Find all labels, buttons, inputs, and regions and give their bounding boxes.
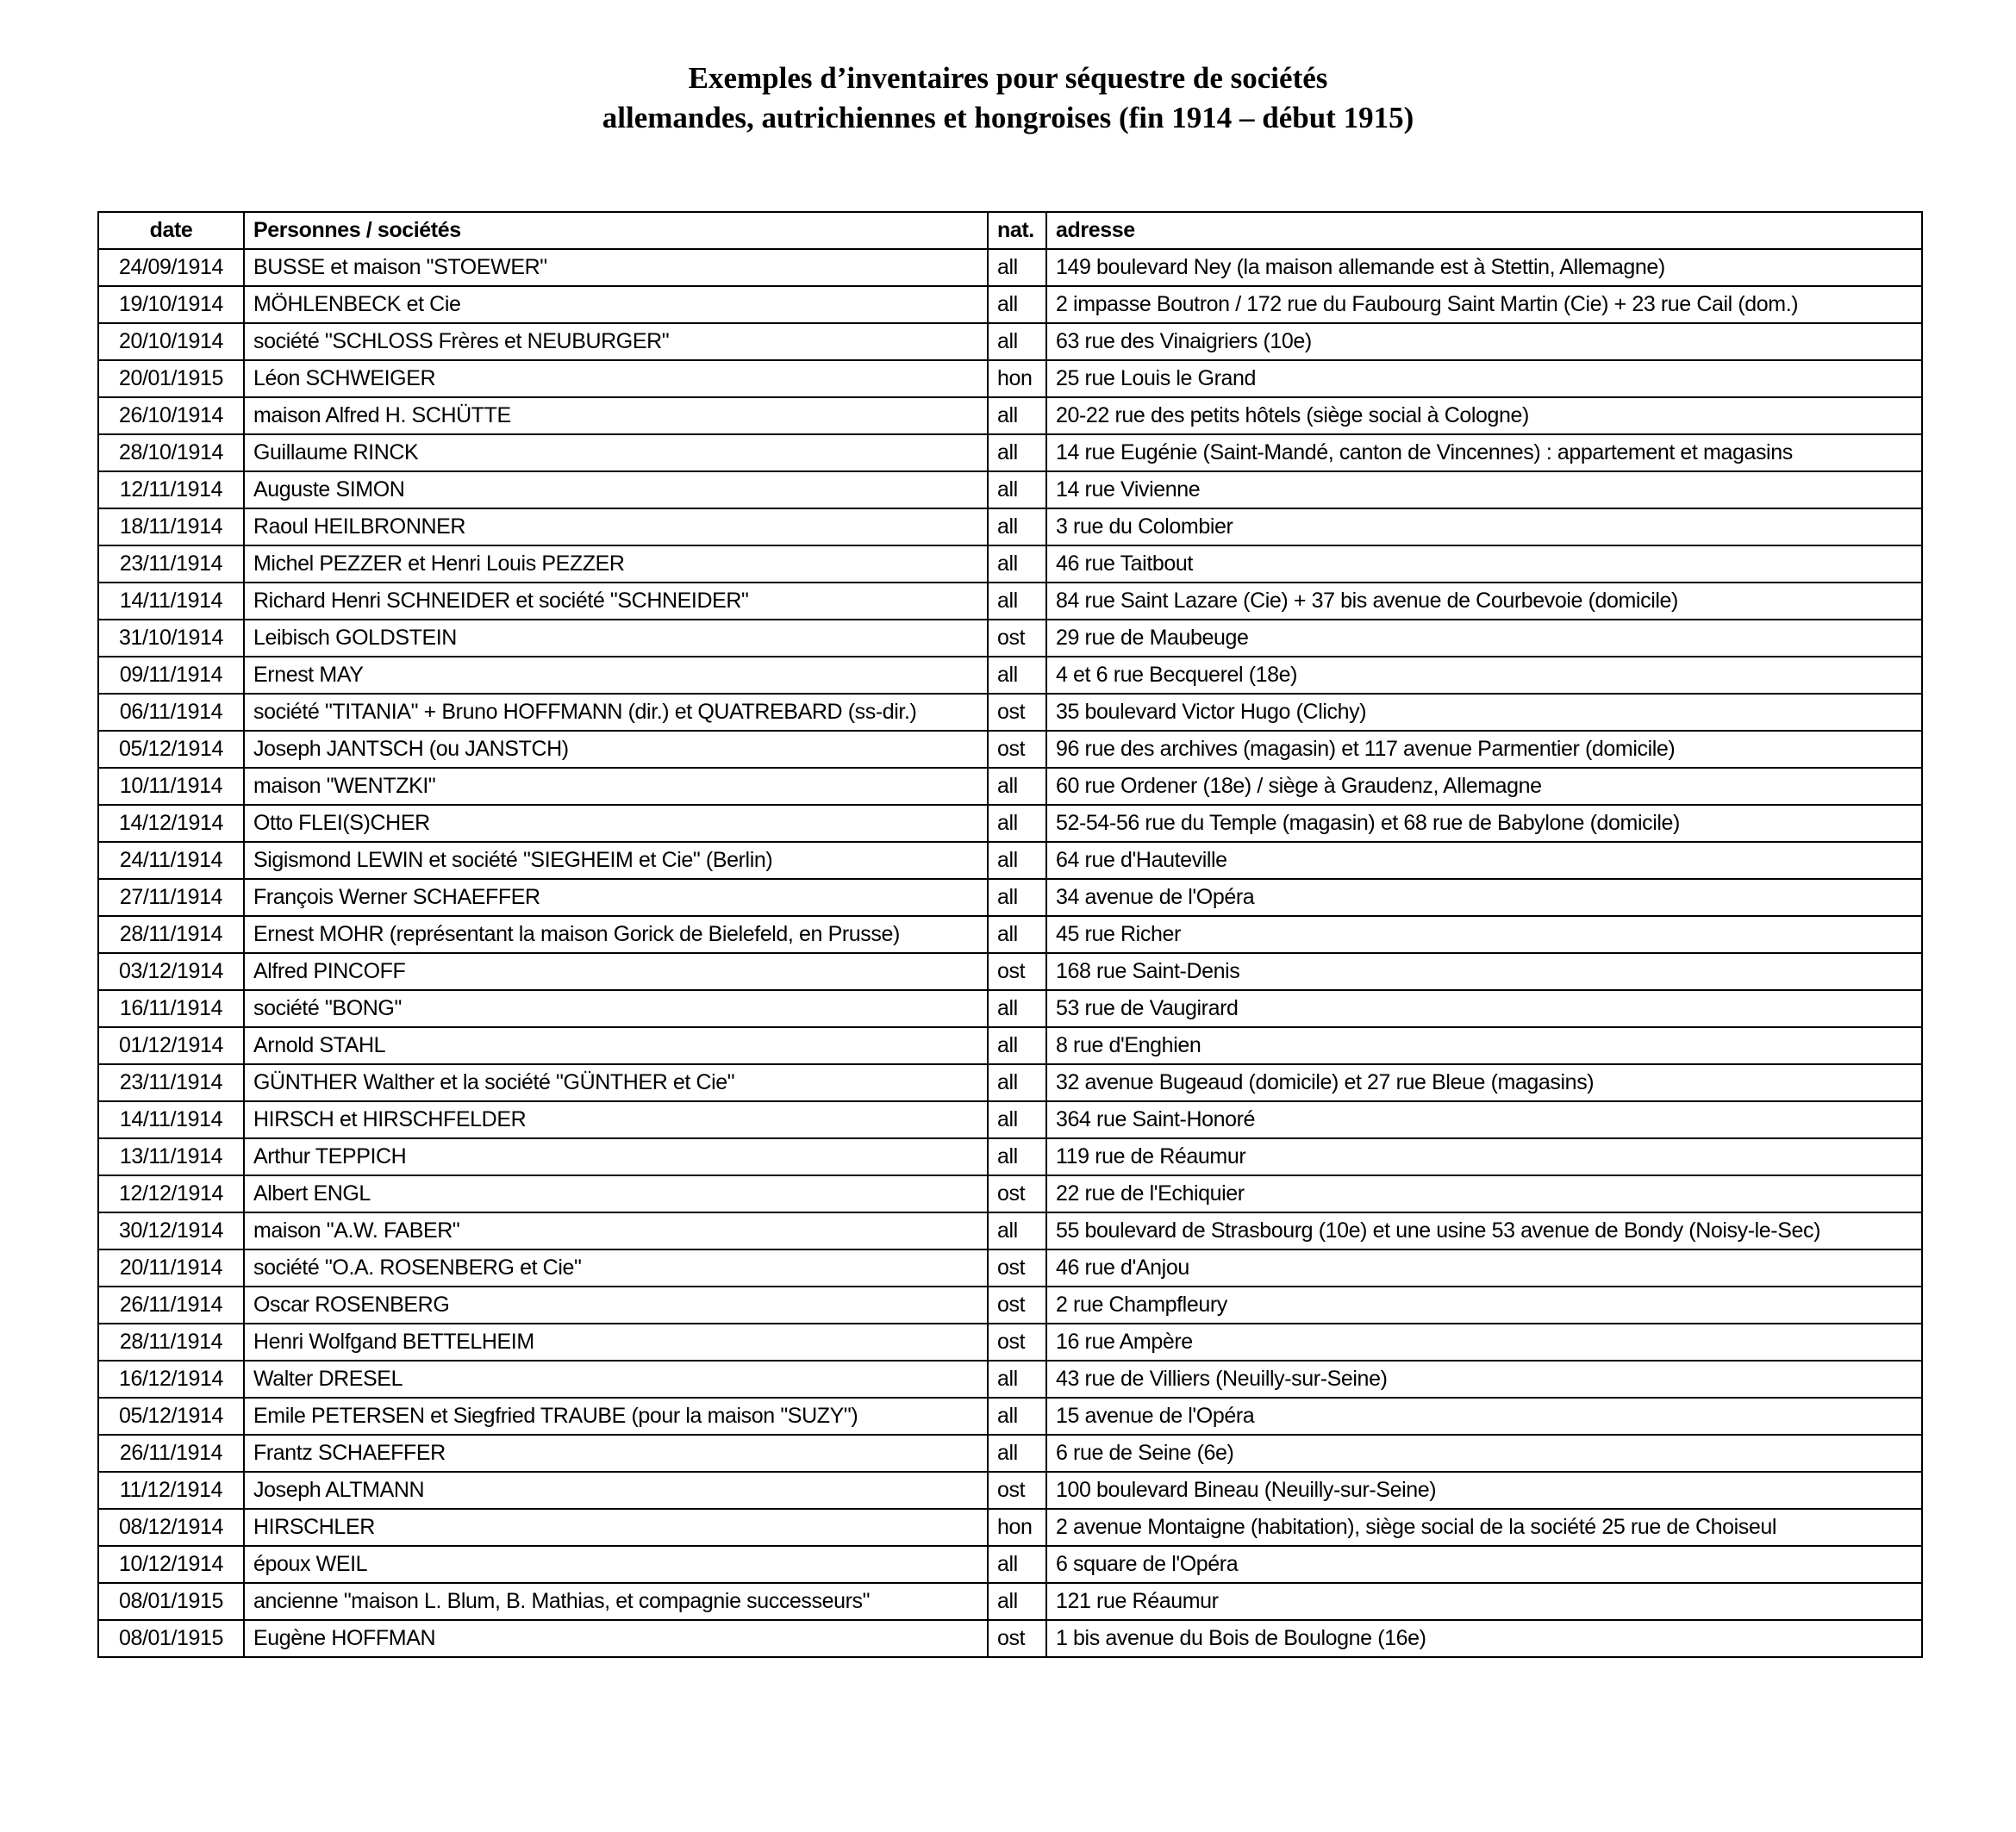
cell-nat: all <box>988 768 1046 805</box>
cell-address: 25 rue Louis le Grand <box>1046 360 1922 397</box>
cell-nat: hon <box>988 1509 1046 1546</box>
cell-nat: all <box>988 397 1046 434</box>
table-row <box>98 1175 1922 1212</box>
cell-address: 22 rue de l'Echiquier <box>1046 1175 1922 1212</box>
cell-date: 28/11/1914 <box>98 916 244 953</box>
cell-date: 13/11/1914 <box>98 1138 244 1175</box>
cell-nat: all <box>988 842 1046 879</box>
cell-nat: all <box>988 1546 1046 1583</box>
header-address: adresse <box>1046 212 1922 249</box>
table-row <box>98 471 1922 508</box>
cell-person: société "SCHLOSS Frères et NEUBURGER" <box>244 323 988 360</box>
cell-nat: ost <box>988 731 1046 768</box>
header-person: Personnes / sociétés <box>244 212 988 249</box>
cell-address: 14 rue Vivienne <box>1046 471 1922 508</box>
table-row <box>98 879 1922 916</box>
cell-nat: all <box>988 1212 1046 1249</box>
header-date: date <box>98 212 244 249</box>
table-row <box>98 1101 1922 1138</box>
cell-date: 09/11/1914 <box>98 657 244 694</box>
cell-person: Sigismond LEWIN et société "SIEGHEIM et Cie" (Berlin) <box>244 842 988 879</box>
cell-nat: all <box>988 583 1046 620</box>
table-row <box>98 1361 1922 1398</box>
cell-date: 14/11/1914 <box>98 583 244 620</box>
cell-date: 20/10/1914 <box>98 323 244 360</box>
cell-date: 14/12/1914 <box>98 805 244 842</box>
cell-nat: ost <box>988 1324 1046 1361</box>
cell-person: Henri Wolfgand BETTELHEIM <box>244 1324 988 1361</box>
cell-person: Albert ENGL <box>244 1175 988 1212</box>
cell-address: 2 avenue Montaigne (habitation), siège social de la société 25 rue de Choiseul <box>1046 1509 1922 1546</box>
cell-person: Alfred PINCOFF <box>244 953 988 990</box>
cell-person: époux WEIL <box>244 1546 988 1583</box>
table-row <box>98 1287 1922 1324</box>
cell-person: maison Alfred H. SCHÜTTE <box>244 397 988 434</box>
cell-nat: all <box>988 1435 1046 1472</box>
table-row <box>98 1583 1922 1620</box>
cell-nat: all <box>988 1583 1046 1620</box>
cell-person: Michel PEZZER et Henri Louis PEZZER <box>244 545 988 583</box>
cell-address: 6 rue de Seine (6e) <box>1046 1435 1922 1472</box>
cell-person: Oscar ROSENBERG <box>244 1287 988 1324</box>
cell-address: 149 boulevard Ney (la maison allemande est à Stettin, Allemagne) <box>1046 249 1922 286</box>
cell-address: 32 avenue Bugeaud (domicile) et 27 rue Bleue (magasins) <box>1046 1064 1922 1101</box>
cell-date: 20/11/1914 <box>98 1249 244 1287</box>
cell-person: société "O.A. ROSENBERG et Cie" <box>244 1249 988 1287</box>
cell-address: 2 rue Champfleury <box>1046 1287 1922 1324</box>
cell-date: 28/10/1914 <box>98 434 244 471</box>
cell-nat: all <box>988 434 1046 471</box>
cell-nat: all <box>988 657 1046 694</box>
cell-date: 08/12/1914 <box>98 1509 244 1546</box>
table-row <box>98 508 1922 545</box>
table-row <box>98 1546 1922 1583</box>
cell-nat: all <box>988 1101 1046 1138</box>
header-nat: nat. <box>988 212 1046 249</box>
cell-address: 29 rue de Maubeuge <box>1046 620 1922 657</box>
cell-person: Léon SCHWEIGER <box>244 360 988 397</box>
cell-date: 11/12/1914 <box>98 1472 244 1509</box>
document-title-line1: Exemples d’inventaires pour séquestre de sociétés <box>688 61 1328 95</box>
document-title-line2: allemandes, autrichiennes et hongroises (fin 1914 – début 1915) <box>602 101 1414 134</box>
cell-date: 24/09/1914 <box>98 249 244 286</box>
cell-person: HIRSCHLER <box>244 1509 988 1546</box>
cell-person: HIRSCH et HIRSCHFELDER <box>244 1101 988 1138</box>
cell-date: 28/11/1914 <box>98 1324 244 1361</box>
cell-nat: ost <box>988 620 1046 657</box>
cell-address: 60 rue Ordener (18e) / siège à Graudenz, Allemagne <box>1046 768 1922 805</box>
table-row <box>98 1138 1922 1175</box>
cell-address: 15 avenue de l'Opéra <box>1046 1398 1922 1435</box>
cell-nat: all <box>988 1138 1046 1175</box>
cell-person: Arthur TEPPICH <box>244 1138 988 1175</box>
table-header-row <box>98 212 1922 249</box>
cell-date: 26/11/1914 <box>98 1287 244 1324</box>
cell-person: Guillaume RINCK <box>244 434 988 471</box>
cell-person: Richard Henri SCHNEIDER et société "SCHNEIDER" <box>244 583 988 620</box>
cell-person: société "BONG" <box>244 990 988 1027</box>
cell-nat: all <box>988 1027 1046 1064</box>
cell-person: Emile PETERSEN et Siegfried TRAUBE (pour la maison "SUZY") <box>244 1398 988 1435</box>
cell-date: 20/01/1915 <box>98 360 244 397</box>
cell-nat: hon <box>988 360 1046 397</box>
cell-date: 23/11/1914 <box>98 545 244 583</box>
cell-person: Eugène HOFFMAN <box>244 1620 988 1657</box>
table-row <box>98 1398 1922 1435</box>
cell-date: 18/11/1914 <box>98 508 244 545</box>
cell-person: BUSSE et maison "STOEWER" <box>244 249 988 286</box>
cell-nat: all <box>988 323 1046 360</box>
cell-person: Frantz SCHAEFFER <box>244 1435 988 1472</box>
table-row <box>98 1435 1922 1472</box>
cell-nat: all <box>988 286 1046 323</box>
cell-person: Ernest MAY <box>244 657 988 694</box>
cell-person: Ernest MOHR (représentant la maison Gorick de Bielefeld, en Prusse) <box>244 916 988 953</box>
table-row <box>98 1064 1922 1101</box>
cell-address: 2 impasse Boutron / 172 rue du Faubourg Saint Martin (Cie) + 23 rue Cail (dom.) <box>1046 286 1922 323</box>
cell-person: MÖHLENBECK et Cie <box>244 286 988 323</box>
cell-address: 1 bis avenue du Bois de Boulogne (16e) <box>1046 1620 1922 1657</box>
cell-address: 168 rue Saint-Denis <box>1046 953 1922 990</box>
cell-address: 43 rue de Villiers (Neuilly-sur-Seine) <box>1046 1361 1922 1398</box>
cell-date: 10/11/1914 <box>98 768 244 805</box>
cell-address: 100 boulevard Bineau (Neuilly-sur-Seine) <box>1046 1472 1922 1509</box>
cell-address: 119 rue de Réaumur <box>1046 1138 1922 1175</box>
sequestration-inventory-table <box>97 211 1923 1658</box>
table-row <box>98 323 1922 360</box>
table-row <box>98 842 1922 879</box>
cell-nat: all <box>988 471 1046 508</box>
cell-address: 84 rue Saint Lazare (Cie) + 37 bis avenue de Courbevoie (domicile) <box>1046 583 1922 620</box>
cell-date: 16/12/1914 <box>98 1361 244 1398</box>
cell-address: 35 boulevard Victor Hugo (Clichy) <box>1046 694 1922 731</box>
cell-date: 12/11/1914 <box>98 471 244 508</box>
cell-address: 16 rue Ampère <box>1046 1324 1922 1361</box>
table-row <box>98 545 1922 583</box>
cell-nat: all <box>988 545 1046 583</box>
table-row <box>98 249 1922 286</box>
table-row <box>98 990 1922 1027</box>
cell-person: GÜNTHER Walther et la société "GÜNTHER et Cie" <box>244 1064 988 1101</box>
cell-date: 08/01/1915 <box>98 1583 244 1620</box>
cell-person: Joseph JANTSCH (ou JANSTCH) <box>244 731 988 768</box>
cell-address: 46 rue Taitbout <box>1046 545 1922 583</box>
cell-date: 27/11/1914 <box>98 879 244 916</box>
cell-date: 26/10/1914 <box>98 397 244 434</box>
table-row <box>98 1509 1922 1546</box>
table-row <box>98 1027 1922 1064</box>
cell-date: 06/11/1914 <box>98 694 244 731</box>
cell-nat: all <box>988 1361 1046 1398</box>
cell-person: Walter DRESEL <box>244 1361 988 1398</box>
cell-address: 121 rue Réaumur <box>1046 1583 1922 1620</box>
cell-date: 31/10/1914 <box>98 620 244 657</box>
cell-date: 30/12/1914 <box>98 1212 244 1249</box>
cell-address: 64 rue d'Hauteville <box>1046 842 1922 879</box>
cell-person: société "TITANIA" + Bruno HOFFMANN (dir.) et QUATREBARD (ss-dir.) <box>244 694 988 731</box>
table-row <box>98 286 1922 323</box>
cell-person: maison "WENTZKI" <box>244 768 988 805</box>
cell-date: 01/12/1914 <box>98 1027 244 1064</box>
table-row <box>98 1324 1922 1361</box>
cell-nat: all <box>988 916 1046 953</box>
cell-nat: all <box>988 1398 1046 1435</box>
cell-nat: all <box>988 508 1046 545</box>
cell-address: 46 rue d'Anjou <box>1046 1249 1922 1287</box>
cell-nat: ost <box>988 1249 1046 1287</box>
table-row <box>98 397 1922 434</box>
cell-date: 12/12/1914 <box>98 1175 244 1212</box>
cell-nat: all <box>988 990 1046 1027</box>
table-row <box>98 768 1922 805</box>
cell-address: 63 rue des Vinaigriers (10e) <box>1046 323 1922 360</box>
table-row <box>98 1472 1922 1509</box>
cell-date: 24/11/1914 <box>98 842 244 879</box>
cell-address: 53 rue de Vaugirard <box>1046 990 1922 1027</box>
cell-address: 55 boulevard de Strasbourg (10e) et une usine 53 avenue de Bondy (Noisy-le-Sec) <box>1046 1212 1922 1249</box>
cell-person: Otto FLEI(S)CHER <box>244 805 988 842</box>
cell-nat: ost <box>988 953 1046 990</box>
cell-nat: ost <box>988 1287 1046 1324</box>
cell-nat: all <box>988 879 1046 916</box>
cell-address: 14 rue Eugénie (Saint-Mandé, canton de Vincennes) : appartement et magasins <box>1046 434 1922 471</box>
cell-person: Raoul HEILBRONNER <box>244 508 988 545</box>
cell-nat: all <box>988 805 1046 842</box>
cell-date: 16/11/1914 <box>98 990 244 1027</box>
cell-person: François Werner SCHAEFFER <box>244 879 988 916</box>
table-row <box>98 731 1922 768</box>
cell-person: Leibisch GOLDSTEIN <box>244 620 988 657</box>
cell-address: 8 rue d'Enghien <box>1046 1027 1922 1064</box>
cell-nat: ost <box>988 1620 1046 1657</box>
table-row <box>98 694 1922 731</box>
table-row <box>98 1620 1922 1657</box>
cell-date: 03/12/1914 <box>98 953 244 990</box>
cell-person: ancienne "maison L. Blum, B. Mathias, et compagnie successeurs" <box>244 1583 988 1620</box>
table-row <box>98 620 1922 657</box>
cell-date: 23/11/1914 <box>98 1064 244 1101</box>
cell-person: Arnold STAHL <box>244 1027 988 1064</box>
cell-date: 05/12/1914 <box>98 1398 244 1435</box>
cell-address: 20-22 rue des petits hôtels (siège social à Cologne) <box>1046 397 1922 434</box>
cell-date: 08/01/1915 <box>98 1620 244 1657</box>
table-row <box>98 953 1922 990</box>
table-row <box>98 583 1922 620</box>
table-row <box>98 1212 1922 1249</box>
cell-nat: all <box>988 249 1046 286</box>
cell-date: 05/12/1914 <box>98 731 244 768</box>
table-row <box>98 916 1922 953</box>
cell-nat: ost <box>988 1472 1046 1509</box>
cell-person: Auguste SIMON <box>244 471 988 508</box>
cell-address: 96 rue des archives (magasin) et 117 avenue Parmentier (domicile) <box>1046 731 1922 768</box>
document-title <box>0 59 2016 138</box>
cell-person: Joseph ALTMANN <box>244 1472 988 1509</box>
table-row <box>98 434 1922 471</box>
table-row <box>98 360 1922 397</box>
cell-address: 6 square de l'Opéra <box>1046 1546 1922 1583</box>
cell-nat: all <box>988 1064 1046 1101</box>
cell-nat: ost <box>988 694 1046 731</box>
cell-address: 45 rue Richer <box>1046 916 1922 953</box>
cell-address: 52-54-56 rue du Temple (magasin) et 68 rue de Babylone (domicile) <box>1046 805 1922 842</box>
cell-date: 14/11/1914 <box>98 1101 244 1138</box>
cell-date: 19/10/1914 <box>98 286 244 323</box>
table-row <box>98 805 1922 842</box>
cell-address: 364 rue Saint-Honoré <box>1046 1101 1922 1138</box>
table-row <box>98 1249 1922 1287</box>
cell-nat: ost <box>988 1175 1046 1212</box>
cell-address: 4 et 6 rue Becquerel (18e) <box>1046 657 1922 694</box>
cell-address: 34 avenue de l'Opéra <box>1046 879 1922 916</box>
cell-address: 3 rue du Colombier <box>1046 508 1922 545</box>
cell-date: 26/11/1914 <box>98 1435 244 1472</box>
cell-date: 10/12/1914 <box>98 1546 244 1583</box>
cell-person: maison "A.W. FABER" <box>244 1212 988 1249</box>
table-body <box>98 249 1922 1657</box>
table-row <box>98 657 1922 694</box>
